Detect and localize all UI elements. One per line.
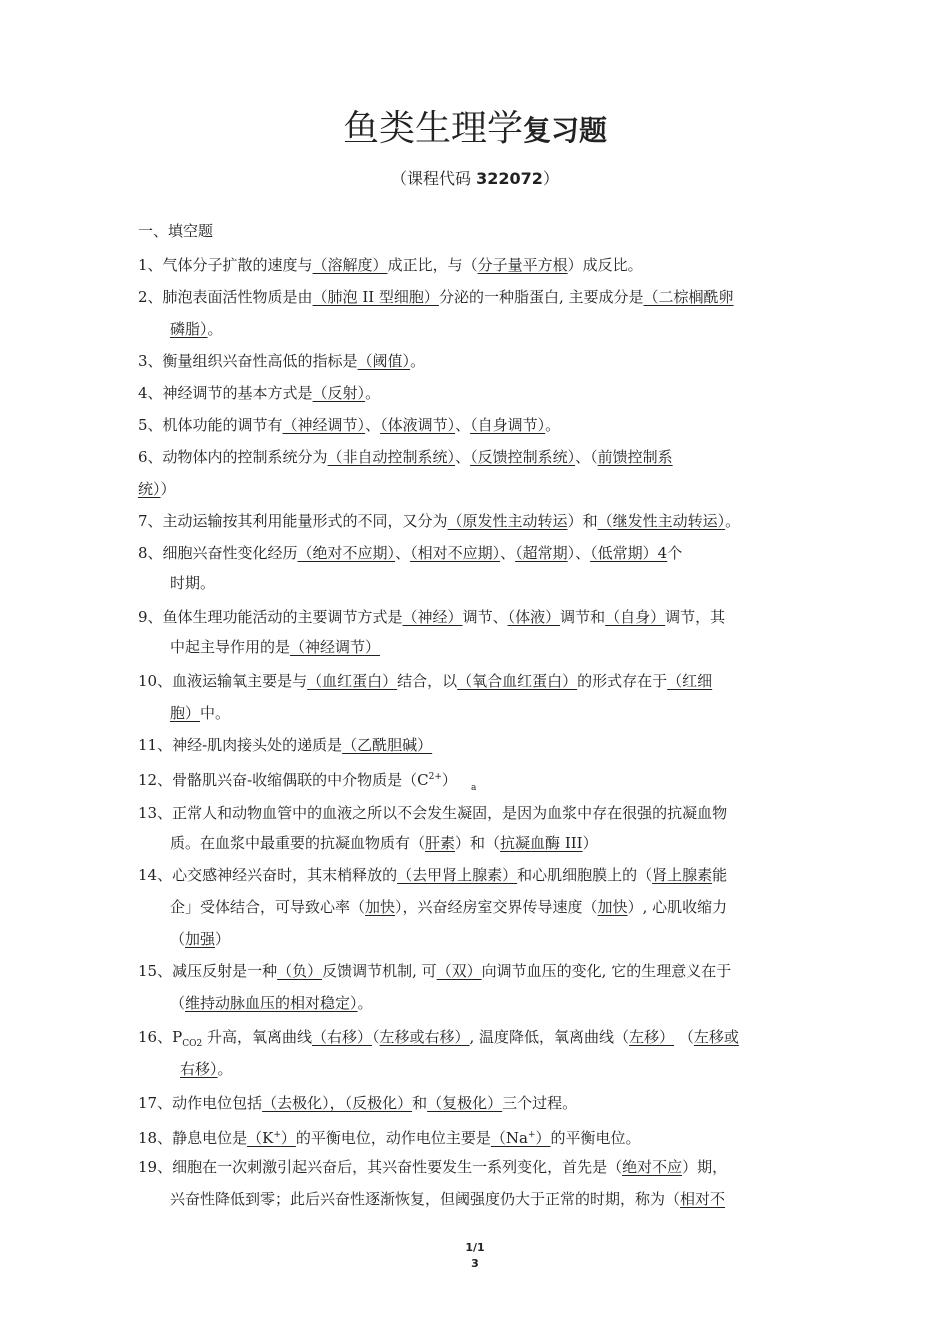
question-3: 3、衡量组织兴奋性高低的指标是（阈值）。 [138,352,426,370]
question-2-continued: 磷脂）。 [170,320,223,338]
page-title [0,100,950,151]
question-9: 9、鱼体生理功能活动的主要调节方式是（神经）调节、（体液）调节和（自身）调节，其 [138,608,726,626]
question-17: 17、动作电位包括（去极化），（反极化）和（复极化）三个过程。 [138,1094,578,1112]
question-15-continued: （维持动脉血压的相对稳定）。 [170,994,373,1012]
question-16: 16、$P_{CO2}$ 升高，氧离曲线（右移）（左移或右移）, 温度降低，氧离曲线（左移） （左移或 [138,1028,739,1049]
question-6: 6、动物体内的控制系统分为（非自动控制系统）、（反馈控制系统）、（前馈控制系 [138,448,673,466]
question-2: 2、肺泡表面活性物质是由（肺泡 II 型细胞）分泌的一种脂蛋白, 主要成分是（二棕榈酰卵 [138,288,734,306]
title-suffix: 复习题 [523,114,608,147]
title-main: 鱼类生理学 [342,108,523,149]
question-16-continued: 右移）。 [180,1060,233,1078]
question-14: 14、心交感神经兴奋时，其末梢释放的（去甲肾上腺素）和心肌细胞膜上的（肾上腺素能 [138,866,728,884]
question-8: 8、细胞兴奋性变化经历（绝对不应期）、（相对不应期）、（超常期）、（低常期）4个 [138,544,683,562]
question-9-continued: 中起主导作用的是（神经调节） [170,638,381,656]
question-15: 15、减压反射是一种（负）反馈调节机制, 可（双）向调节血压的变化, 它的生理意义在于 [138,962,732,980]
question-10: 10、血液运输氧主要是与（血红蛋白）结合，以（氧合血红蛋白）的形式存在于（红细 [138,672,713,690]
question-13: 13、正常人和动物血管中的血液之所以不会发生凝固，是因为血浆中存在很强的抗凝血物 [138,804,728,822]
question-14-continued-2: （加强） [170,930,231,948]
question-19-continued: 兴奋性降低到零；此后兴奋性逐渐恢复，但阈强度仍大于正常的时期，称为（相对不 [170,1190,726,1208]
question-4: 4、神经调节的基本方式是（反射）。 [138,384,381,402]
course-code: （课程代码 322072） [391,169,559,188]
question-13-continued: 质。在血浆中最重要的抗凝血物质有（肝素）和（抗凝血酶 III） [170,834,598,852]
question-11: 11、神经-肌肉接头处的递质是（乙酰胆碱） [138,736,433,754]
page-number: 1/1 3 [465,1241,485,1270]
question-19: 19、细胞在一次刺激引起兴奋后，其兴奋性要发生一系列变化，首先是（绝对不应）期， [138,1158,728,1176]
question-6-continued: 统）） [138,480,176,498]
question-12-annotation: a [471,783,477,793]
question-7: 7、主动运输按其利用能量形式的不同，又分为（原发性主动转运）和（继发性主动转运）。 [138,512,741,530]
section-heading: 一、填空题 [138,222,214,240]
question-1: 1、气体分子扩散的速度与（溶解度）成正比，与（分子量平方根）成反比。 [138,256,643,274]
question-12: 12、骨骼肌兴奋-收缩偶联的中介物质是$(C^{2+})$ [138,771,457,789]
question-10-continued: 胞）中。 [170,704,231,722]
question-18: 18、静息电位是（K+）的平衡电位，动作电位主要是（Na+）的平衡电位。 [138,1129,641,1147]
question-14-continued: 企」受体结合，可导致心率（加快），兴奋经房室交界传导速度（加快）, 心肌收缩力 [170,898,728,916]
question-8-continued: 时期。 [170,574,216,592]
question-5: 5、机体功能的调节有（神经调节）、（体液调节）、（自身调节）。 [138,416,561,434]
